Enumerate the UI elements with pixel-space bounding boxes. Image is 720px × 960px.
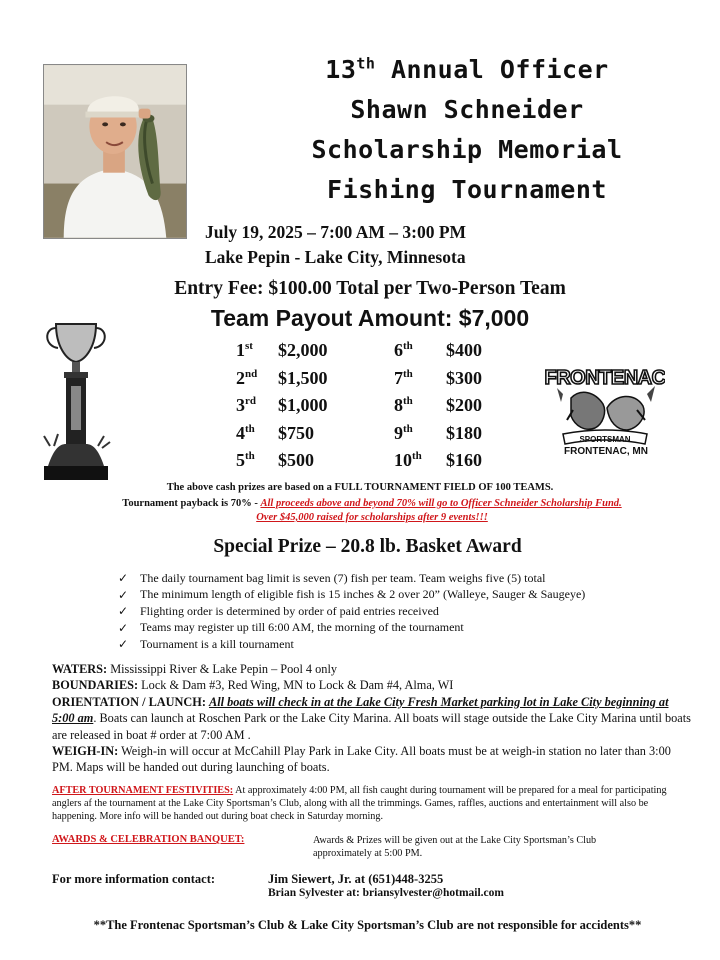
after-tournament-paragraph: AFTER TOURNAMENT FESTIVITIES: At approximately 4:00 PM, all fish caught during tournament will be prepared for a meal for participating anglers af the tournament at the Lake City Sportsman’s Club, along with all the trimmings. Games, raffles, auctions and entertainment will also be happening. More info will be handed out during boat check in Saturday morning. xyxy=(52,785,667,822)
prize-amount: $400 xyxy=(446,340,482,360)
rules-list xyxy=(118,570,698,653)
list-item: ✓ Teams may register up till 6:00 AM, the morning of the tournament xyxy=(118,620,464,635)
team-payout: Team Payout Amount: $7,000 xyxy=(210,305,530,331)
awards-text: Awards & Prizes will be given out at the Lake City Sportsman’s Club approximately at 5:00 PM. xyxy=(313,835,597,859)
weigh-in-paragraph: WEIGH-IN: Weigh-in will occur at McCahill Play Park in Lake City. All boats must be at weigh-in station no later than 3:00 PM. Maps will be handed out during launching of boats. xyxy=(52,744,671,775)
title-line-3: Scholarship Memorial xyxy=(311,135,623,164)
contact-jim: Jim Siewert, Jr. at (651)448-3255 xyxy=(268,872,444,886)
title-line-2: Shawn Schneider xyxy=(350,95,584,124)
boundaries-line: BOUNDARIES: Lock & Dam #3, Red Wing, MN to Lock & Dam #4, Alma, WI xyxy=(52,678,454,693)
prize-row: 2nd $1,500 xyxy=(236,367,328,388)
list-item: ✓ Tournament is a kill tournament xyxy=(118,636,294,652)
entry-fee: Entry Fee: $100.00 Total per Two-Person Team xyxy=(174,278,566,299)
proceeds-note: All proceeds above and beyond 70% will go to Officer Schneider Scholarship Fund. xyxy=(260,498,622,509)
title-line-4: Fishing Tournament xyxy=(327,175,607,204)
tournament-title xyxy=(262,50,672,210)
prize-row: 3rd $1,000 xyxy=(236,395,328,415)
orientation-paragraph: ORIENTATION / LAUNCH: All boats will check in at the Lake City Fresh Market parking lot in Lake City beginning at 5:00 am. Boats can launch at Roschen Park or the Lake City Marina. All boats will stage outside the Lake City Marina until boats are released in boat # order at 7:00 AM . xyxy=(52,694,691,742)
event-details xyxy=(205,220,545,270)
prize-amount: $180 xyxy=(446,422,482,443)
prize-amount: $200 xyxy=(446,395,482,415)
contact-label: For more information contact: xyxy=(52,872,216,886)
prize-amount: $1,500 xyxy=(278,367,328,388)
event-location: Lake Pepin - Lake City, Minnesota xyxy=(205,247,466,267)
prize-amount: $160 xyxy=(446,450,482,470)
prize-amount: $500 xyxy=(278,450,314,470)
tournament-info xyxy=(52,661,692,776)
checkmark-icon: ✓ xyxy=(118,637,129,652)
waters-line: WATERS: Mississippi River & Lake Pepin – Pool 4 only xyxy=(52,662,338,676)
list-item: ✓ Flighting order is determined by order of paid entries received xyxy=(118,603,439,619)
raised-note: Over $45,000 raised for scholarships after 9 events!!! xyxy=(256,512,488,523)
prize-list-left xyxy=(236,340,328,478)
list-item: ✓ The daily tournament bag limit is seven (7) fish per team. Team weighs five (5) total xyxy=(118,570,546,586)
disclaimer: **The Frontenac Sportsman’s Club & Lake City Sportsman’s Club are not responsible for accidents** xyxy=(93,918,642,932)
prize-row: 7th $300 xyxy=(394,367,482,388)
checkmark-icon: ✓ xyxy=(118,620,129,635)
prize-list-right xyxy=(394,340,482,478)
prize-row: 4th $750 xyxy=(236,422,314,443)
prize-row: 6th $400 xyxy=(394,340,482,360)
event-date-time: July 19, 2025 – 7:00 AM – 3:00 PM xyxy=(205,222,467,242)
angler-photo xyxy=(43,64,187,239)
prize-row: 8th $200 xyxy=(394,395,482,415)
logo-wordmark: FRONTENAC xyxy=(545,367,665,389)
logo-banner-text: SPORTSMAN xyxy=(579,435,631,444)
prize-amount: $2,000 xyxy=(278,340,328,360)
checkmark-icon: ✓ xyxy=(118,587,129,602)
prize-amount: $300 xyxy=(446,367,482,388)
contact-brian: Brian Sylvester at: briansylvester@hotmail.com xyxy=(268,887,504,899)
prize-amount: $750 xyxy=(278,422,314,443)
prize-row: 9th $180 xyxy=(394,422,482,443)
special-prize-heading: Special Prize – 20.8 lb. Basket Award xyxy=(213,536,522,557)
title-line-1: 13th Annual Officer xyxy=(325,54,609,84)
prize-row: 10th $160 xyxy=(394,450,482,470)
list-item: ✓ The minimum length of eligible fish is 15 inches & 2 over 20” (Walleye, Sauger & Saugeye) xyxy=(118,587,586,602)
awards-label: AWARDS & CELEBRATION BANQUET: xyxy=(52,834,245,845)
prize-row: 5th $500 xyxy=(236,450,314,470)
payback-note: Tournament payback is 70% - All proceeds above and beyond 70% will go to Officer Schneider Scholarship Fund. Over $45,000 raised for scholarships after 9 events!!! xyxy=(122,498,622,523)
checkmark-icon: ✓ xyxy=(118,604,129,619)
full-field-note: The above cash prizes are based on a FULL TOURNAMENT FIELD OF 100 TEAMS. xyxy=(166,482,554,493)
logo-caption: FRONTENAC, MN xyxy=(564,446,648,457)
prize-amount: $1,000 xyxy=(278,395,328,415)
checkmark-icon: ✓ xyxy=(118,571,129,586)
prize-row: 1st $2,000 xyxy=(236,340,328,360)
frontenac-sportsman-logo xyxy=(545,358,665,458)
trophy-icon xyxy=(40,316,112,486)
